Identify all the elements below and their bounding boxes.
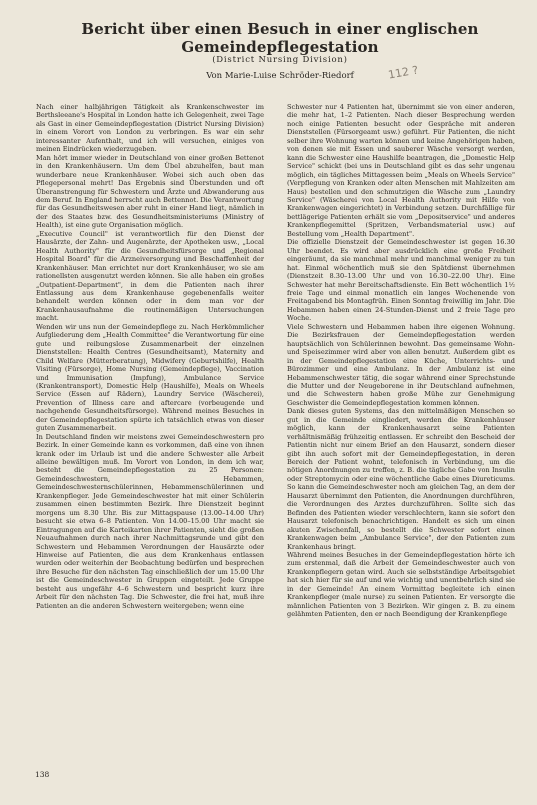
paragraph: Schwester nur 4 Patienten hat, übernimmt sie von einer anderen, die mehr hat, 1–2 Patienten. Nach dieser Besprechung werden noch einige Patienten besucht oder Gespräche mit anderen Dienststellen (Fürsorgeamt usw.) geführt. Für Patienten, die nicht selber ihre Wohnung warten können und keine Angehörigen haben, von denen sie mit Essen und sauberer Wäsche versorgt werden, kann die Schwester eine Haushilfe beantragen, die „Domestic Help Service" schickt (bei uns in Deutschland gibt es das sehr ungenau möglich, ein tägliches Mittagessen beim „Meals on Wheels Service" (Verpflegung von Kranken oder alten Menschen mit Mahlzeiten am Haus) bestellen und den schmutzigen die Wäsche zum „Laundry Service" (Wäscherei von Local Health Authority mit Hilfe von Krankenwagen eingerichtet) in Verbindung setzen. Durchfällige für bettlägerige Patienten erhält sie vom „Depositservice" und anderes Krankenpflegemittel (Spritzen, Verbandsmaterial usw.) auf Bestellung vom „Health Department". bbox=[287, 103, 515, 238]
paragraph: „Executive Council" ist verantwortlich für den Dienst der Hausärzte, der Zahn- und Augenärzte, der Apotheken usw., „Local Health Authority" für die Gesundheitsfürsorge und „Regional Hospital Board" für die Arzneiversorgung und Beschaffenheit der Krankenhäuser. Man errichtet nur dort Krankenhäuser, wo sie am rationellsten ausgenutzt werden können. Sie alle haben ein großes „Outpatient-Department", in dem die Patienten nach ihrer Entlassung aus dem Krankenhause gegebenenfalls weiter behandelt werden können oder in dem man vor der Krankenhausaufnahme die routinemäßigen Untersuchungen macht. bbox=[36, 229, 264, 323]
paragraph: Wenden wir uns nun der Gemeindepflege zu. Nach Herkömmlicher Aufgliederung dem „Health Committee" die Verantwortung für eine gute und reibungslose Zusammenarbeit der einzelnen Dienststellen: Health Centres (Gesundheitsamt), Maternity and Child Welfare (Mütterberatung), Midwifery (Geburtshilfe), Health Visiting (Fürsorge), Home Nursing (Gemeindepflege), Vaccination und Immunisation (Impfung), Ambulance Service (Krankentransport), Domestic Help (Haushilfe), Meals on Wheels Service (Essen auf Rädern), Laundry Service (Wäscherei), Prevention of Illness care and aftercare (vorbeugende und nachgehende Gesundheitsfürsorge). Während meines Besuches in der Gemeindepflegestation spürte ich tatsächlich etwas von dieser guten Zusammenarbeit. bbox=[36, 322, 264, 433]
right-text-column bbox=[287, 103, 515, 783]
article-subtitle: (District Nursing Division) bbox=[212, 55, 348, 65]
left-text-column bbox=[36, 103, 264, 783]
handwritten-margin-note: 112 ? bbox=[387, 63, 420, 82]
paragraph: Die offizielle Dienstzeit der Gemeindeschwester ist gegen 16.30 Uhr beendet. Es wird aber ausdrücklich eine große Freiheit eingeräumt, da sie manchmal mehr und manchmal weniger zu tun hat. Einmal wöchentlich muß sie den Spätdienst übernehmen (Dienstzeit 8.30–13.00 Uhr und von 16.30–22.00 Uhr). Eine Schwester hat mehr Bereitschaftsdienste. Ein Bett wöchentlich 1½ freie Tage und einmal monatlich ein langes Wochenende von Freitagabend bis Montagfrüh. Einen Sonntag freiwillig im Jahr. Die Hebammen haben einen 24-Stunden-Dienst und 2 freie Tage pro Woche. bbox=[287, 238, 515, 323]
paragraph: Während meines Besuches in der Gemeindepflegestation hörte ich zum erstenmal, daß die Arbeit der Gemeindeschwester auch von Krankenpflegern getan wird. Auch sie selbstständige Arbeitsgebiet hat sich hier für sie auf und wie wichtig und unentbehrlich sind sie in der Gemeinde! An einem Vormittag begleitete ich einen Krankenpfleger (male nurse) zu seinen Patienten. Er versorgte die männlichen Patienten von 3 Bezirken. Wir gingen z. B. zu einem gelähmten Patienten, den er nach Beendigung der Krankenpflege bbox=[287, 551, 515, 619]
paragraph: Dank dieses guten Systems, das den mittelmäßigen Menschen so gut in die Gemeinde eingliedert, werden die Krankenhäuser möglich, kann der Krankenhausarzt seine Patienten verhältnismäßig frühzeitig entlassen. Er schreibt den Bescheid der Patientin nicht nur einem Brief an den Hausarzt, sondern dieser gibt ihn auch sofort mit der Gemeindepflegestation, in deren Bereich der Patient wohnt, telefonisch in Verbindung, um die nötigen Anordnungen zu treffen, z. B. die tägliche Gabe von Insulin oder Streptomycin oder eine wöchentliche Gabe eines Diureticums. So kann die Gemeindeschwester noch am gleichen Tag, an dem der Hausarzt übernimmt den Patienten, die Anordnungen durchführen, die Verordnungen des Arztes durchzuführen. Sollte sich das Befinden des Patienten wieder verschlechtern, kann sie sofort den Hausarzt telefonisch benachrichtigen. Handelt es sich um einen akuten Zwischenfall, so bestellt die Schwester sofort einen Krankenwagen beim „Ambulance Service", der den Patienten zum Krankenhaus bringt. bbox=[287, 407, 515, 551]
paragraph: Nach einer halbjährigen Tätigkeit als Krankenschwester im Berthsleeane's Hospital in London hatte ich Gelegenheit, zwei Tage als Gast in einer Gemeindepflegestation (District Nursing Division) in einem Vorort von London zu verbringen. Es war ein sehr interessanter Aufenthalt, und ich will versuchen, einiges von meinen Eindrücken wiederzugeben. bbox=[36, 103, 264, 154]
article-author: Von Marie-Luise Schröder-Riedorf bbox=[206, 71, 354, 81]
paragraph: Man hört immer wieder in Deutschland von einer großen Bettenot in den Krankenhäusern. Um dem Übel abzuhelfen, baut man wunderbare neue Krankenhäuser. Wobei sich auch oben das Pflegepersonal mehrt! Das Ergebnis sind Überstunden und oft Überanstrengung für Schwestern und Ärzte und Abwanderung aus dem Beruf. In England herrscht auch Bettennot. Die Verantwortung für das Gesundheitswesen aber ruht in einer Hand liegt, nämlich in der des Staates bzw. des Gesundheitsministeriums (Ministry of Health), ist eine gute Organisation möglich. bbox=[36, 153, 264, 230]
paragraph: Viele Schwestern und Hebammen haben ihre eigenen Wohnung. Die Bezirksfrauen der Gemeindepflegestation werden hauptsächlich von Schülerinnen bewohnt. Das gemeinsame Wohn- und Speisezimmer wird aber von allen benutzt. Außerdem gibt es in der Gemeindepflegestation eine Küche, Unterrichts- und Bürozimmer und eine Ambulanz. In der Ambulanz ist eine Hebammenschwester tätig, die sogar während einer Sprechstunde die Mutter und der Neugeborene in ihr Deutschland aufnehmen, und die Schwestern haben große Mühe zur Genehmigung Geschwister die Gemeindepflegestation kommen können. bbox=[287, 322, 515, 407]
page-number: 138 bbox=[35, 770, 50, 779]
article-title: Bericht über einen Besuch in einer englischen Gemeindepflegestation bbox=[81, 20, 479, 56]
paragraph: In Deutschland finden wir meistens zwei Gemeindeschwestern pro Bezirk. In einer Gemeinde kann es vorkommen, daß eine von ihnen krank oder im Urlaub ist und die andere Schwester alle Arbeit alleine bewältigen muß. Im Vorort von London, in dem ich war, besteht die Gemeindepflegestation zu 25 Personen: Gemeindeschwestern, Hebammen, Gemeindeschwesternschülerinnen, Hebammenschülerinnen und Krankenpfleger. Jede Gemeindeschwester hat mit einer Schülerin zusammen einen bestimmten Bezirk. Ihre Dienstzeit beginnt morgens um 8.30 Uhr. Bis zur Mittagspause (13.00–14.00 Uhr) besucht sie etwa 6–8 Patienten. Von 14.00–15.00 Uhr macht sie Eintragungen auf die Karteikarten ihrer Patienten, sieht die großen Neuaufnahmen durch nach ihrer Nachmittagsrunde und gibt den Schwestern und Hebammen Verordnungen der Hausärzte oder Hinweise auf Patienten, die aus dem Krankenhaus entlassen wurden oder weiterhin der Beobachtung bedürfen und besprechen ihre Besuche für den nächsten Tag einschließlich der um 15.00 Uhr ist die Gemeindeschwester in Gruppen eingeteilt. Jede Gruppe besteht aus ungefähr 4–6 Schwestern und bespricht kurz ihre Arbeit für den nächsten Tag. Die Schwester, die frei hat, muß ihre Patienten an die anderen Schwestern weitergeben; wenn eine bbox=[36, 432, 264, 610]
